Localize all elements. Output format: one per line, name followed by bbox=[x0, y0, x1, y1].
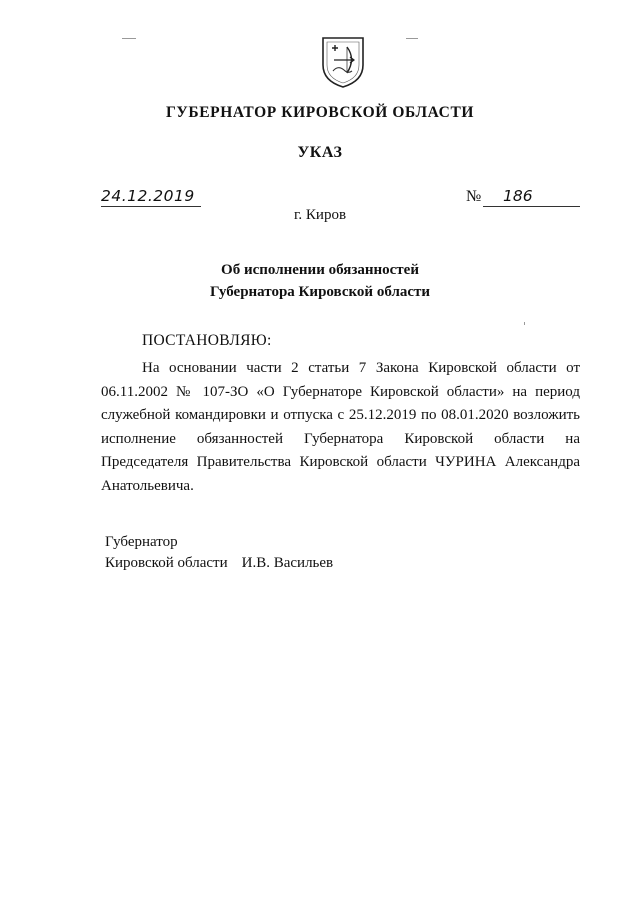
scan-artifact bbox=[406, 38, 418, 39]
issue-city: г. Киров bbox=[293, 207, 347, 223]
authority-title: ГУБЕРНАТОР КИРОВСКОЙ ОБЛАСТИ bbox=[165, 104, 475, 121]
signature-block bbox=[105, 532, 333, 574]
document-number: 186 bbox=[483, 186, 580, 207]
subject-line-1: Об исполнении обязанностей bbox=[221, 262, 419, 278]
decree-paragraph: На основании части 2 статьи 7 Закона Кировской области от 06.11.2002 № 107-ЗО «О Губернаторе Кировской области» на период служебной командировки и отпуска с 25.12.2019 по 08.01.2020 возложить исполнение обязанностей Губернатора Кировской области на Председателя Правительства Кировской области ЧУРИНА Александра Анатольевича. bbox=[101, 360, 580, 494]
subject-line-2: Губернатора Кировской области bbox=[209, 284, 431, 300]
decree-word: ПОСТАНОВЛЯЮ: bbox=[142, 332, 272, 349]
kirov-oblast-coat-of-arms-icon bbox=[320, 35, 366, 89]
document-subject bbox=[0, 259, 640, 303]
signer-region: Кировской области bbox=[105, 555, 228, 571]
number-sign: № bbox=[466, 188, 482, 205]
scan-artifact bbox=[122, 38, 136, 39]
signer-title-line-1: Губернатор bbox=[105, 534, 178, 550]
signer-name: И.В. Васильев bbox=[241, 555, 334, 571]
document-date: 24.12.2019 bbox=[101, 186, 201, 207]
scan-artifact bbox=[524, 322, 525, 325]
signer-title-line-2 bbox=[105, 553, 333, 574]
document-type: УКАЗ bbox=[297, 144, 343, 161]
